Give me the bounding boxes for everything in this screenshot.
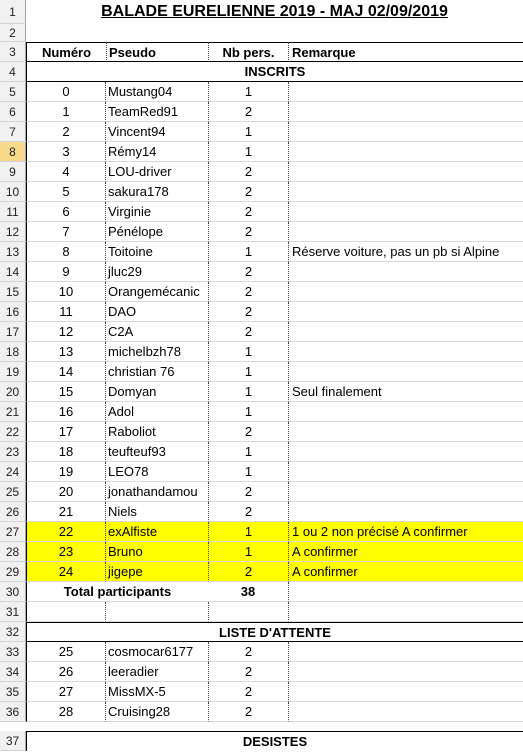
nb-pers-cell[interactable]: 2 bbox=[208, 302, 288, 322]
remarque-cell[interactable] bbox=[288, 222, 523, 242]
remarque-cell[interactable] bbox=[288, 302, 523, 322]
numero-cell[interactable]: 17 bbox=[26, 422, 106, 442]
pseudo-cell[interactable]: sakura178 bbox=[106, 182, 208, 202]
remarque-cell[interactable] bbox=[288, 662, 523, 682]
table-row bbox=[0, 302, 523, 322]
row-header[interactable]: 18 bbox=[0, 342, 26, 362]
table-row bbox=[0, 382, 523, 402]
row-header[interactable]: 16 bbox=[0, 302, 26, 322]
row-header[interactable]: 28 bbox=[0, 542, 26, 562]
row-header[interactable]: 23 bbox=[0, 442, 26, 462]
sheet-row bbox=[0, 602, 523, 622]
nb-pers-cell[interactable]: 2 bbox=[208, 482, 288, 502]
numero-cell[interactable]: 11 bbox=[26, 302, 106, 322]
row-header[interactable]: 31 bbox=[0, 602, 26, 622]
nb-pers-cell[interactable]: 2 bbox=[208, 662, 288, 682]
pseudo-cell[interactable]: Domyan bbox=[106, 382, 208, 402]
nb-pers-cell[interactable]: 2 bbox=[208, 182, 288, 202]
remarque-cell[interactable] bbox=[288, 422, 523, 442]
column-header-remarque[interactable]: Remarque bbox=[288, 42, 523, 62]
numero-cell[interactable]: 5 bbox=[26, 182, 106, 202]
numero-cell[interactable]: 24 bbox=[26, 562, 106, 582]
sheet-row bbox=[0, 0, 523, 24]
empty-cell[interactable] bbox=[106, 602, 208, 622]
pseudo-cell[interactable]: Toitoine bbox=[106, 242, 208, 262]
table-row bbox=[0, 182, 523, 202]
table-row bbox=[0, 502, 523, 522]
pseudo-cell[interactable]: exAlfiste bbox=[106, 522, 208, 542]
nb-pers-cell[interactable]: 1 bbox=[208, 442, 288, 462]
row-header[interactable]: 4 bbox=[0, 62, 26, 82]
row-header[interactable]: 10 bbox=[0, 182, 26, 202]
table-row bbox=[0, 462, 523, 482]
remarque-cell[interactable]: A confirmer bbox=[288, 542, 523, 562]
pseudo-cell[interactable]: Rémy14 bbox=[106, 142, 208, 162]
table-row bbox=[0, 162, 523, 182]
pseudo-cell[interactable]: TeamRed91 bbox=[106, 102, 208, 122]
nb-pers-cell[interactable]: 2 bbox=[208, 422, 288, 442]
numero-cell[interactable]: 19 bbox=[26, 462, 106, 482]
remarque-cell[interactable] bbox=[288, 262, 523, 282]
numero-cell[interactable]: 7 bbox=[26, 222, 106, 242]
table-row bbox=[0, 662, 523, 682]
row-header[interactable]: 8 bbox=[0, 142, 26, 162]
table-row bbox=[0, 642, 523, 662]
nb-pers-cell[interactable]: 2 bbox=[208, 502, 288, 522]
remarque-cell[interactable] bbox=[288, 182, 523, 202]
row-header[interactable]: 3 bbox=[0, 42, 26, 62]
row-header[interactable]: 12 bbox=[0, 222, 26, 242]
remarque-cell[interactable] bbox=[288, 162, 523, 182]
nb-pers-cell[interactable]: 1 bbox=[208, 402, 288, 422]
nb-pers-cell[interactable]: 1 bbox=[208, 242, 288, 262]
numero-cell[interactable]: 26 bbox=[26, 662, 106, 682]
row-header[interactable]: 29 bbox=[0, 562, 26, 582]
table-row bbox=[0, 102, 523, 122]
section-row bbox=[0, 622, 523, 642]
pseudo-cell[interactable]: Vincent94 bbox=[106, 122, 208, 142]
table-row bbox=[0, 122, 523, 142]
row-header[interactable]: 36 bbox=[0, 702, 26, 722]
remarque-cell[interactable] bbox=[288, 582, 523, 602]
nb-pers-cell[interactable]: 2 bbox=[208, 262, 288, 282]
pseudo-cell[interactable]: Mustang04 bbox=[106, 82, 208, 102]
page-title[interactable]: BALADE EURELIENNE 2019 - MAJ 02/09/2019 bbox=[101, 3, 448, 20]
numero-cell[interactable]: 28 bbox=[26, 702, 106, 722]
table-row bbox=[0, 542, 523, 562]
pseudo-cell[interactable]: Cruising28 bbox=[106, 702, 208, 722]
table-row bbox=[0, 242, 523, 262]
row-header[interactable]: 32 bbox=[0, 622, 26, 642]
numero-cell[interactable]: 15 bbox=[26, 382, 106, 402]
row-header[interactable]: 30 bbox=[0, 582, 26, 602]
nb-pers-cell[interactable]: 2 bbox=[208, 162, 288, 182]
row-header[interactable]: 35 bbox=[0, 682, 26, 702]
nb-pers-cell[interactable]: 1 bbox=[208, 142, 288, 162]
nb-pers-cell[interactable]: 1 bbox=[208, 362, 288, 382]
remarque-cell[interactable] bbox=[288, 362, 523, 382]
row-header[interactable]: 21 bbox=[0, 402, 26, 422]
pseudo-cell[interactable]: Raboliot bbox=[106, 422, 208, 442]
numero-cell[interactable]: 21 bbox=[26, 502, 106, 522]
numero-cell[interactable]: 22 bbox=[26, 522, 106, 542]
row-header[interactable]: 19 bbox=[0, 362, 26, 382]
section-desistes[interactable]: DESISTES bbox=[26, 731, 523, 751]
table-row bbox=[0, 262, 523, 282]
row-header[interactable]: 20 bbox=[0, 382, 26, 402]
remarque-cell[interactable]: A confirmer bbox=[288, 562, 523, 582]
numero-cell[interactable]: 1 bbox=[26, 102, 106, 122]
numero-cell[interactable]: 12 bbox=[26, 322, 106, 342]
remarque-cell[interactable] bbox=[288, 502, 523, 522]
pseudo-cell[interactable]: Pénélope bbox=[106, 222, 208, 242]
pseudo-cell[interactable]: Adol bbox=[106, 402, 208, 422]
column-header-numero[interactable]: Numéro bbox=[26, 42, 106, 62]
remarque-cell[interactable] bbox=[288, 682, 523, 702]
nb-pers-cell[interactable]: 2 bbox=[208, 702, 288, 722]
numero-cell[interactable]: 25 bbox=[26, 642, 106, 662]
pseudo-cell[interactable]: DAO bbox=[106, 302, 208, 322]
empty-cell[interactable] bbox=[208, 602, 288, 622]
numero-cell[interactable]: 2 bbox=[26, 122, 106, 142]
nb-pers-cell[interactable]: 2 bbox=[208, 682, 288, 702]
row-header[interactable]: 11 bbox=[0, 202, 26, 222]
row-header[interactable]: 5 bbox=[0, 82, 26, 102]
nb-pers-cell[interactable]: 2 bbox=[208, 642, 288, 662]
nb-pers-cell[interactable]: 2 bbox=[208, 562, 288, 582]
numero-cell[interactable]: 0 bbox=[26, 82, 106, 102]
nb-pers-cell[interactable]: 2 bbox=[208, 102, 288, 122]
row-header[interactable]: 1 bbox=[0, 0, 26, 24]
table-row bbox=[0, 222, 523, 242]
remarque-cell[interactable] bbox=[288, 482, 523, 502]
row-header[interactable]: 13 bbox=[0, 242, 26, 262]
row-header[interactable]: 37 bbox=[0, 731, 26, 751]
table-row bbox=[0, 342, 523, 362]
remarque-cell[interactable] bbox=[288, 442, 523, 462]
table-row bbox=[0, 682, 523, 702]
row-header[interactable]: 24 bbox=[0, 462, 26, 482]
nb-pers-cell[interactable]: 1 bbox=[208, 522, 288, 542]
numero-cell[interactable]: 9 bbox=[26, 262, 106, 282]
empty-cell[interactable] bbox=[26, 602, 106, 622]
numero-cell[interactable]: 4 bbox=[26, 162, 106, 182]
numero-cell[interactable]: 10 bbox=[26, 282, 106, 302]
row-header[interactable]: 7 bbox=[0, 122, 26, 142]
remarque-cell[interactable] bbox=[288, 322, 523, 342]
column-header-nb[interactable]: Nb pers. bbox=[208, 42, 288, 62]
remarque-cell[interactable] bbox=[288, 142, 523, 162]
nb-pers-cell[interactable]: 2 bbox=[208, 222, 288, 242]
sheet-row bbox=[0, 24, 523, 42]
row-header[interactable]: 27 bbox=[0, 522, 26, 542]
table-row bbox=[0, 702, 523, 722]
remarque-cell[interactable]: Réserve voiture, pas un pb si Alpine bbox=[288, 242, 523, 262]
remarque-cell[interactable] bbox=[288, 402, 523, 422]
table-row bbox=[0, 522, 523, 542]
section-attente[interactable]: LISTE D'ATTENTE bbox=[26, 622, 523, 642]
total-value[interactable]: 38 bbox=[208, 582, 288, 602]
table-row bbox=[0, 482, 523, 502]
pseudo-cell[interactable]: christian 76 bbox=[106, 362, 208, 382]
table-row bbox=[0, 562, 523, 582]
remarque-cell[interactable] bbox=[288, 102, 523, 122]
nb-pers-cell[interactable]: 1 bbox=[208, 462, 288, 482]
empty-cell[interactable] bbox=[288, 602, 523, 622]
pseudo-cell[interactable]: jluc29 bbox=[106, 262, 208, 282]
numero-cell[interactable]: 6 bbox=[26, 202, 106, 222]
row-header[interactable]: 14 bbox=[0, 262, 26, 282]
pseudo-cell[interactable]: Orangemécanic bbox=[106, 282, 208, 302]
table-row bbox=[0, 202, 523, 222]
pseudo-cell[interactable]: cosmocar6177 bbox=[106, 642, 208, 662]
nb-pers-cell[interactable]: 2 bbox=[208, 282, 288, 302]
nb-pers-cell[interactable]: 1 bbox=[208, 82, 288, 102]
row-header[interactable]: 6 bbox=[0, 102, 26, 122]
numero-cell[interactable]: 8 bbox=[26, 242, 106, 262]
pseudo-cell[interactable]: MissMX-5 bbox=[106, 682, 208, 702]
table-row bbox=[0, 322, 523, 342]
table-row bbox=[0, 362, 523, 382]
header-row bbox=[0, 42, 523, 62]
remarque-cell[interactable] bbox=[288, 202, 523, 222]
total-row bbox=[0, 582, 523, 602]
numero-cell[interactable]: 20 bbox=[26, 482, 106, 502]
remarque-cell[interactable]: Seul finalement bbox=[288, 382, 523, 402]
row-header[interactable]: 15 bbox=[0, 282, 26, 302]
numero-cell[interactable]: 3 bbox=[26, 142, 106, 162]
nb-pers-cell[interactable]: 2 bbox=[208, 322, 288, 342]
pseudo-cell[interactable]: C2A bbox=[106, 322, 208, 342]
remarque-cell[interactable] bbox=[288, 282, 523, 302]
numero-cell[interactable]: 18 bbox=[26, 442, 106, 462]
numero-cell[interactable]: 13 bbox=[26, 342, 106, 362]
nb-pers-cell[interactable]: 2 bbox=[208, 202, 288, 222]
pseudo-cell[interactable]: Virginie bbox=[106, 202, 208, 222]
row-header[interactable]: 9 bbox=[0, 162, 26, 182]
nb-pers-cell[interactable]: 1 bbox=[208, 122, 288, 142]
numero-cell[interactable]: 14 bbox=[26, 362, 106, 382]
table-row bbox=[0, 82, 523, 102]
remarque-cell[interactable] bbox=[288, 702, 523, 722]
pseudo-cell[interactable]: michelbzh78 bbox=[106, 342, 208, 362]
table-row bbox=[0, 402, 523, 422]
table-row bbox=[0, 142, 523, 162]
pseudo-cell[interactable]: teufteuf93 bbox=[106, 442, 208, 462]
section-row bbox=[0, 731, 523, 751]
pseudo-cell[interactable]: jonathandamou bbox=[106, 482, 208, 502]
nb-pers-cell[interactable]: 1 bbox=[208, 342, 288, 362]
row-header[interactable]: 34 bbox=[0, 662, 26, 682]
row-header[interactable]: 17 bbox=[0, 322, 26, 342]
pseudo-cell[interactable]: leeradier bbox=[106, 662, 208, 682]
numero-cell[interactable]: 23 bbox=[26, 542, 106, 562]
row-header[interactable]: 2 bbox=[0, 24, 26, 42]
table-row bbox=[0, 442, 523, 462]
section-inscrits[interactable]: INSCRITS bbox=[26, 62, 523, 82]
remarque-cell[interactable] bbox=[288, 122, 523, 142]
remarque-cell[interactable] bbox=[288, 462, 523, 482]
row-header[interactable]: 22 bbox=[0, 422, 26, 442]
column-header-pseudo[interactable]: Pseudo bbox=[106, 42, 208, 62]
remarque-cell[interactable] bbox=[288, 642, 523, 662]
numero-cell[interactable]: 27 bbox=[26, 682, 106, 702]
row-header[interactable]: 26 bbox=[0, 502, 26, 522]
remarque-cell[interactable] bbox=[288, 82, 523, 102]
pseudo-cell[interactable]: LEO78 bbox=[106, 462, 208, 482]
nb-pers-cell[interactable]: 1 bbox=[208, 382, 288, 402]
nb-pers-cell[interactable]: 1 bbox=[208, 542, 288, 562]
numero-cell[interactable]: 16 bbox=[26, 402, 106, 422]
table-row bbox=[0, 282, 523, 302]
pseudo-cell[interactable]: Niels bbox=[106, 502, 208, 522]
remarque-cell[interactable] bbox=[288, 342, 523, 362]
section-row bbox=[0, 62, 523, 82]
row-header[interactable]: 33 bbox=[0, 642, 26, 662]
total-label[interactable]: Total participants bbox=[26, 582, 208, 602]
pseudo-cell[interactable]: jigepe bbox=[106, 562, 208, 582]
pseudo-cell[interactable]: Bruno bbox=[106, 542, 208, 562]
remarque-cell[interactable]: 1 ou 2 non précisé A confirmer bbox=[288, 522, 523, 542]
table-row bbox=[0, 422, 523, 442]
row-header[interactable]: 25 bbox=[0, 482, 26, 502]
pseudo-cell[interactable]: LOU-driver bbox=[106, 162, 208, 182]
